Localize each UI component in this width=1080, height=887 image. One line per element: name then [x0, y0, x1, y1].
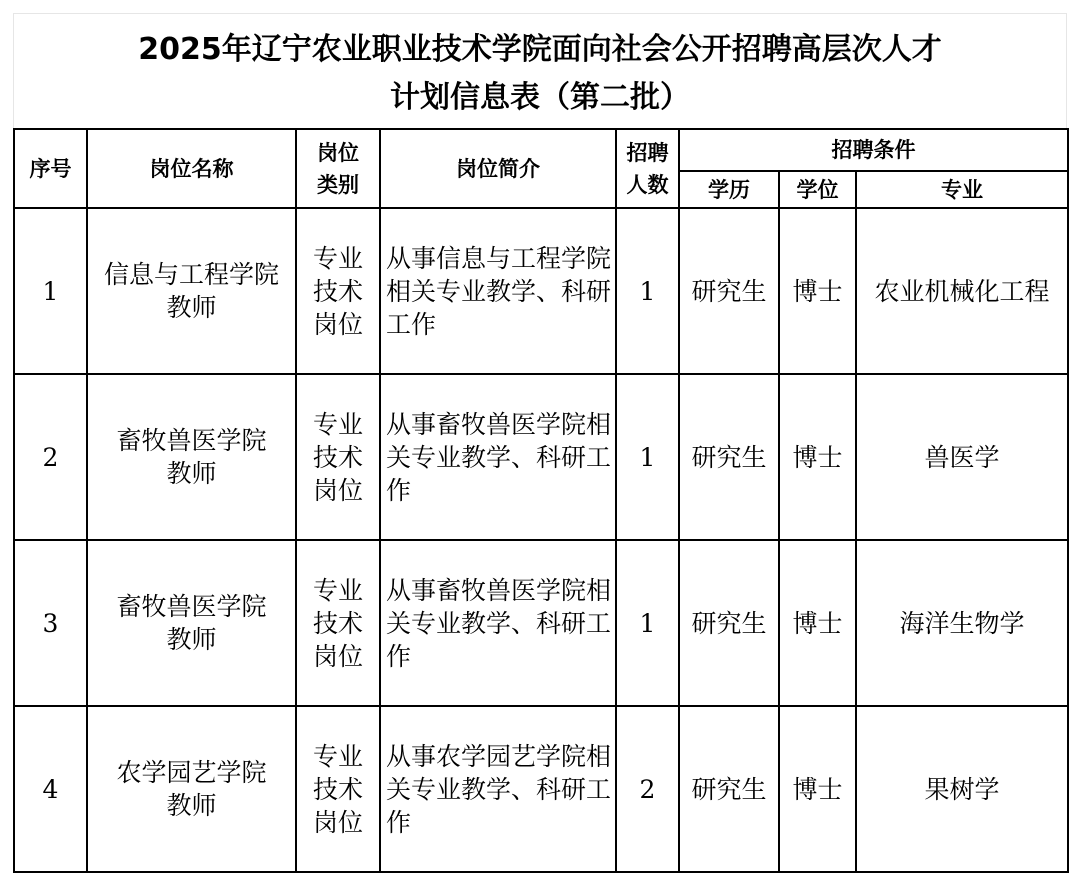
cell-position-name: 农学园艺学院教师 [87, 706, 296, 872]
cell-category: 专业技术岗位 [296, 374, 380, 540]
cell-count: 2 [616, 706, 679, 872]
title-line-1: 2025年辽宁农业职业技术学院面向社会公开招聘高层次人才 [138, 32, 942, 67]
cell-description: 从事信息与工程学院相关专业教学、科研工作 [380, 208, 616, 374]
cell-description: 从事农学园艺学院相关专业教学、科研工作 [380, 706, 616, 872]
cell-position-name: 畜牧兽医学院教师 [87, 540, 296, 706]
title-line-2: 计划信息表（第二批） [390, 80, 690, 115]
cell-count: 1 [616, 374, 679, 540]
cell-description: 从事畜牧兽医学院相关专业教学、科研工作 [380, 374, 616, 540]
cell-seq: 3 [14, 540, 87, 706]
cell-category: 专业技术岗位 [296, 540, 380, 706]
cell-degree: 博士 [779, 208, 856, 374]
cell-degree: 博士 [779, 706, 856, 872]
header-row-1 [14, 129, 1068, 171]
table-row [14, 540, 1068, 706]
header-major: 专业 [856, 171, 1068, 208]
cell-category: 专业技术岗位 [296, 208, 380, 374]
header-conditions: 招聘条件 [679, 129, 1068, 171]
cell-education: 研究生 [679, 706, 779, 872]
cell-position-name: 畜牧兽医学院教师 [87, 374, 296, 540]
cell-education: 研究生 [679, 374, 779, 540]
cell-count: 1 [616, 540, 679, 706]
table-row [14, 706, 1068, 872]
cell-degree: 博士 [779, 374, 856, 540]
recruitment-table [13, 128, 1069, 873]
table-row [14, 374, 1068, 540]
header-degree: 学位 [779, 171, 856, 208]
cell-count: 1 [616, 208, 679, 374]
cell-degree: 博士 [779, 540, 856, 706]
cell-education: 研究生 [679, 540, 779, 706]
header-count: 招聘人数 [616, 129, 679, 208]
header-position-name: 岗位名称 [87, 129, 296, 208]
cell-description: 从事畜牧兽医学院相关专业教学、科研工作 [380, 540, 616, 706]
cell-major: 兽医学 [856, 374, 1068, 540]
document-title [13, 13, 1067, 128]
table-row [14, 208, 1068, 374]
cell-major: 果树学 [856, 706, 1068, 872]
cell-position-name: 信息与工程学院教师 [87, 208, 296, 374]
header-education: 学历 [679, 171, 779, 208]
header-category: 岗位类别 [296, 129, 380, 208]
cell-category: 专业技术岗位 [296, 706, 380, 872]
cell-seq: 1 [14, 208, 87, 374]
cell-seq: 2 [14, 374, 87, 540]
cell-seq: 4 [14, 706, 87, 872]
cell-major: 海洋生物学 [856, 540, 1068, 706]
cell-education: 研究生 [679, 208, 779, 374]
header-description: 岗位简介 [380, 129, 616, 208]
header-seq: 序号 [14, 129, 87, 208]
cell-major: 农业机械化工程 [856, 208, 1068, 374]
